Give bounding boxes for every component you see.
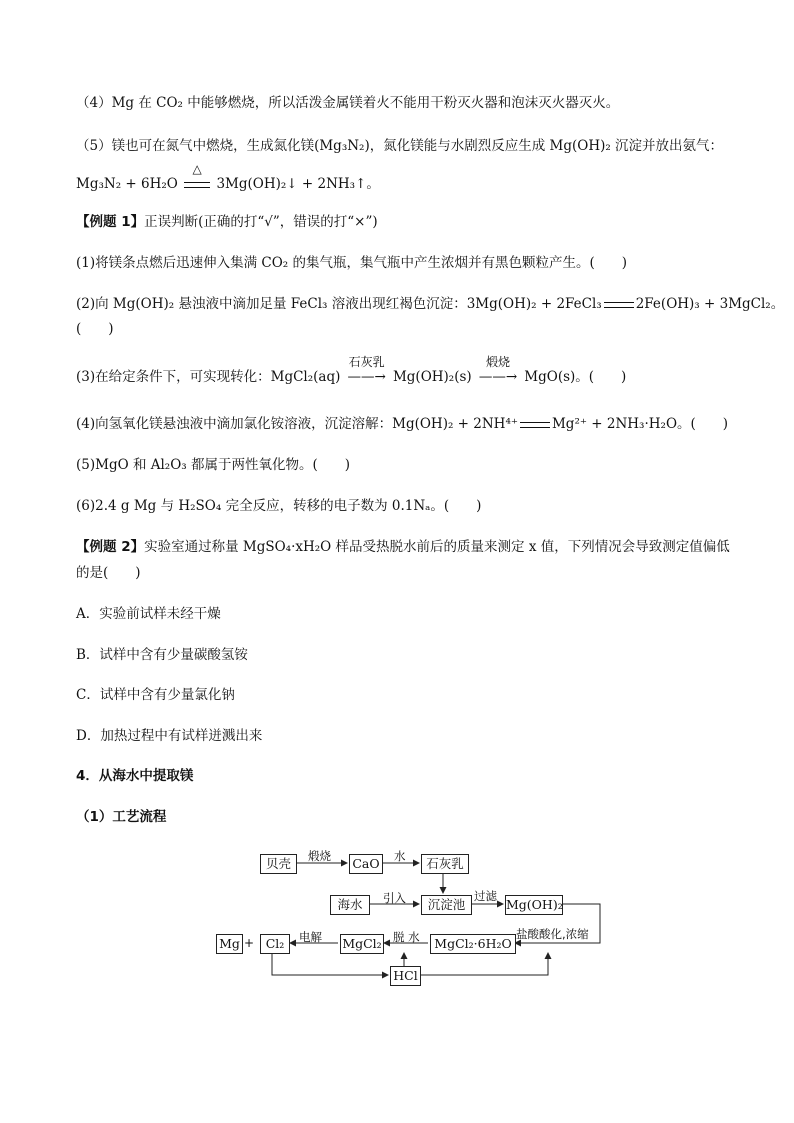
question-5: (5)MgO 和 Al₂O₃ 都属于两性氧化物。( ) (76, 457, 351, 473)
option-c: C．试样中含有少量氯化钠 (76, 687, 235, 703)
q2-right: 2Fe(OH)₃ + 3MgCl₂。 (635, 296, 785, 312)
option-a: A．实验前试样未经干燥 (76, 606, 221, 622)
label-acidify-concentrate: 盐酸酸化,浓缩 (516, 927, 589, 941)
arrow-lime: 石灰乳 ——→ (347, 355, 386, 385)
question-6: (6)2.4 g Mg 与 H₂SO₄ 完全反应，转移的电子数为 0.1Nₐ。( ) (76, 498, 482, 514)
eq-right: 3Mg(OH)₂↓ + 2NH₃↑。 (216, 176, 380, 192)
label-calcine: 煅烧 (308, 849, 331, 863)
q3-part-a: (3)在给定条件下，可实现转化：MgCl₂(aq) (76, 369, 341, 385)
example-1-tag: 【例题 1】 (76, 214, 145, 230)
box-cl2: Cl₂ (260, 934, 290, 954)
line-item-5: （5）镁也可在氮气中燃烧，生成氮化镁(Mg₃N₂)，氮化镁能与水剧烈反应生成 Mg(OH)₂ 沉淀并放出氨气： (76, 138, 724, 154)
box-mg: Mg (216, 934, 243, 954)
subsection-process-flow: （1）工艺流程 (76, 809, 167, 825)
box-shell: 贝壳 (260, 854, 297, 874)
eq-left: Mg₃N₂ + 6H₂O (76, 176, 178, 192)
example-2-text-cont: 的是( ) (76, 565, 141, 581)
box-hcl: HCl (390, 966, 421, 986)
q4-left: (4)向氢氧化镁悬浊液中滴加氯化铵溶液，沉淀溶解：Mg(OH)₂ + 2NH⁴⁺ (76, 416, 518, 432)
box-mgcl2: MgCl₂ (340, 934, 384, 954)
question-2-blank: ( ) (76, 321, 114, 337)
eq-condition: △ (182, 174, 212, 194)
q4-right: Mg²⁺ + 2NH₃·H₂O。( ) (551, 416, 729, 432)
question-1: (1)将镁条点燃后迅速伸入集满 CO₂ 的集气瓶，集气瓶中产生浓烟并有黑色颗粒产生。( ) (76, 255, 628, 271)
label-dehydrate: 脱 水 (393, 930, 420, 944)
label-electrolysis: 电解 (299, 930, 322, 944)
example-1-text: 正误判断(正确的打“√”，错误的打“×”) (144, 214, 378, 230)
arrow-calcine: 煅烧 ——→ (478, 355, 518, 385)
q3-part-b: Mg(OH)₂(s) (392, 369, 472, 385)
option-b: B．试样中含有少量碳酸氢铵 (76, 647, 248, 663)
example-2-text: 实验室通过称量 MgSO₄·xH₂O 样品受热脱水前后的质量来测定 x 值，下列情况会导致测定值偏低 (144, 539, 730, 555)
box-settling-tank: 沉淀池 (421, 895, 472, 915)
box-cao: CaO (349, 854, 383, 874)
q2-left: (2)向 Mg(OH)₂ 悬浊液中滴加足量 FeCl₃ 溶液出现红褐色沉淀：3Mg(OH)₂ + 2FeCl₃ (76, 296, 602, 312)
example-2-tag: 【例题 2】 (76, 539, 145, 555)
q3-part-c: MgO(s)。( ) (524, 369, 627, 385)
label-water: 水 (394, 849, 406, 863)
plus-sign: + (244, 936, 255, 950)
line-item-4: （4）Mg 在 CO₂ 中能够燃烧，所以活泼金属镁着火不能用干粉灭火器和泡沫灭火器灭火。 (76, 95, 620, 111)
box-seawater: 海水 (330, 895, 370, 915)
section-4-heading: 4．从海水中提取镁 (76, 768, 194, 784)
box-lime-milk: 石灰乳 (421, 854, 469, 874)
option-d: D．加热过程中有试样迸溅出来 (76, 728, 263, 744)
label-filter: 过滤 (474, 889, 497, 903)
box-mgoh2: Mg(OH)₂ (505, 895, 563, 915)
box-mgcl2-hydrate: MgCl₂·6H₂O (430, 934, 516, 954)
label-introduce: 引入 (383, 891, 406, 905)
